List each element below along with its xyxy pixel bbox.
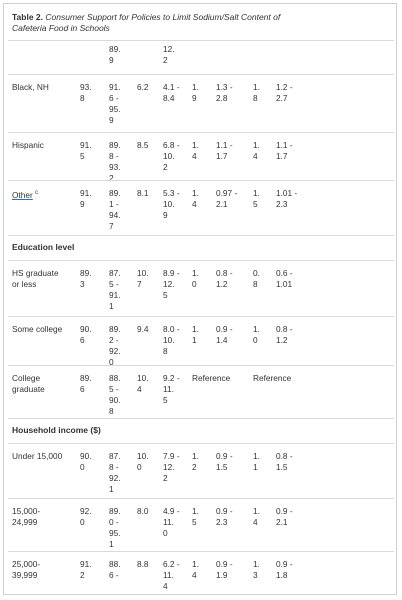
row-divider [8,260,394,261]
row-label-text: Other [12,189,33,200]
cell-aor: 0. 8 [253,268,260,289]
cell-or: 1. 5 [192,506,199,527]
row-divider [8,235,394,236]
cell-aor: 1. 0 [253,324,260,345]
cell-or: 1. 0 [192,268,199,289]
row-label: 25,000- 39,999 [12,559,41,580]
row-divider [8,180,394,181]
cell-or: 1. 4 [192,188,199,209]
cell-aor: 1. 3 [253,559,260,580]
table-container [3,3,397,595]
cell-percent-ci: 89. 1 - 94. 7 [109,188,121,231]
cell-oppose-percent: 10. 7 [137,268,149,289]
row-label: Black, NH [12,82,49,92]
cell-ci: 12. 2 [163,44,175,65]
cell-aor-ci: 0.6 - 1.01 [276,268,293,289]
footnote-marker: c [35,190,39,196]
cell-aor-ci: 0.8 - 1.5 [276,451,293,472]
cell-oppose-percent: 8.1 [137,188,149,198]
row-divider [8,443,394,444]
cell-percent-ci: 88. 5 - 90. 8 [109,373,121,416]
cell-or-reference: Reference [192,373,231,383]
cell-or: 1. 4 [192,140,199,161]
cell-oppose-ci: 7.9 - 12. 2 [163,451,180,483]
row-label: 15,000- 24,999 [12,506,41,527]
cell-or-ci: 0.9 - 2.3 [216,506,233,527]
cell-aor-ci: 0.9 - 2.1 [276,506,293,527]
cell-oppose-ci: 6.8 - 10. 2 [163,140,180,172]
cell-percent: 92. 0 [80,506,92,527]
cell-oppose-ci: 9.2 - 11. 5 [163,373,180,405]
cell-or: 1. 2 [192,451,199,472]
table-caption [12,12,312,34]
row-label [12,188,74,201]
cell-percent-ci: 87. 5 - 91. 1 [109,268,121,311]
cell-oppose-ci: 6.2 - 11. 4 [163,559,180,591]
cell-oppose-percent: 8.8 [137,559,149,569]
cell-aor-ci: 1.1 - 1.7 [276,140,293,161]
section-heading-education: Education level [12,242,75,252]
cell-oppose-percent: 10. 4 [137,373,149,394]
cell-oppose-percent: 6.2 [137,82,149,92]
cell-percent: 91. 5 [80,140,92,161]
table-title: Consumer Support for Policies to Limit Sodium/Salt Content of Cafeteria Food in Schools [12,12,281,33]
cell-or-ci: 0.97 - 2.1 [216,188,238,209]
cell-oppose-ci: 8.9 - 12. 5 [163,268,180,300]
cell-oppose-ci: 8.0 - 10. 8 [163,324,180,356]
row-label: HS graduate or less [12,268,59,289]
row-divider [8,132,394,133]
cell-or-ci: 0.9 - 1.4 [216,324,233,345]
cell-aor-ci: 0.9 - 1.8 [276,559,293,580]
cell-aor-reference: Reference [253,373,292,383]
cell-or: 1. 4 [192,559,199,580]
cell-or: 1. 9 [192,82,199,103]
cell-percent: 91. 2 [80,559,92,580]
cell-or-ci: 0.9 - 1.5 [216,451,233,472]
cell-percent-ci: 91. 6 - 95. 9 [109,82,121,125]
cell-or-ci: 0.9 - 1.9 [216,559,233,580]
table-label: Table 2. [12,12,44,22]
cell-oppose-ci: 5.3 - 10. 9 [163,188,180,220]
cell-aor-ci: 1.01 - 2.3 [276,188,298,209]
cell-or-ci: 1.3 - 2.8 [216,82,233,103]
cell-oppose-percent: 9.4 [137,324,149,334]
cell-aor: 1. 4 [253,506,260,527]
cell-or-ci: 0.8 - 1.2 [216,268,233,289]
row-label: College graduate [12,373,45,394]
cell-or-ci: 1.1 - 1.7 [216,140,233,161]
cell-percent: 91. 9 [80,188,92,209]
row-divider [8,418,394,419]
row-divider [8,498,394,499]
cell-aor-ci: 1.2 - 2.7 [276,82,293,103]
cell-estimate-ci: 89. 9 [109,44,121,65]
cell-percent-ci: 89. 0 - 95. 1 [109,506,121,549]
row-label: Under 15,000 [12,451,63,461]
row-label: Some college [12,324,63,334]
row-divider [8,365,394,366]
cell-oppose-percent: 10. 0 [137,451,149,472]
row-divider [8,316,394,317]
cell-aor: 1. 8 [253,82,260,103]
cell-percent-ci: 87. 8 - 92. 1 [109,451,121,494]
cell-aor: 1. 5 [253,188,260,209]
cell-aor: 1. 1 [253,451,260,472]
row-label: Hispanic [12,140,44,150]
cell-percent: 89. 3 [80,268,92,289]
section-heading-income: Household income ($) [12,425,101,435]
cell-aor: 1. 4 [253,140,260,161]
cell-or: 1. 1 [192,324,199,345]
cell-oppose-ci: 4.9 - 11. 0 [163,506,180,538]
cell-percent-ci: 88. 6 - [109,559,121,580]
cell-oppose-ci: 4.1 - 8.4 [163,82,180,103]
cell-percent-ci: 89. 2 - 92. 0 [109,324,121,367]
row-divider [8,74,394,75]
cell-percent: 90. 0 [80,451,92,472]
cell-percent: 93. 8 [80,82,92,103]
cell-percent: 90. 6 [80,324,92,345]
cell-oppose-percent: 8.0 [137,506,149,516]
cell-percent-ci: 89. 8 - 93. 2 [109,140,121,183]
row-divider [8,551,394,552]
row-divider [8,40,394,41]
cell-aor-ci: 0.8 - 1.2 [276,324,293,345]
cell-oppose-percent: 8.5 [137,140,149,150]
cell-percent: 89. 6 [80,373,92,394]
